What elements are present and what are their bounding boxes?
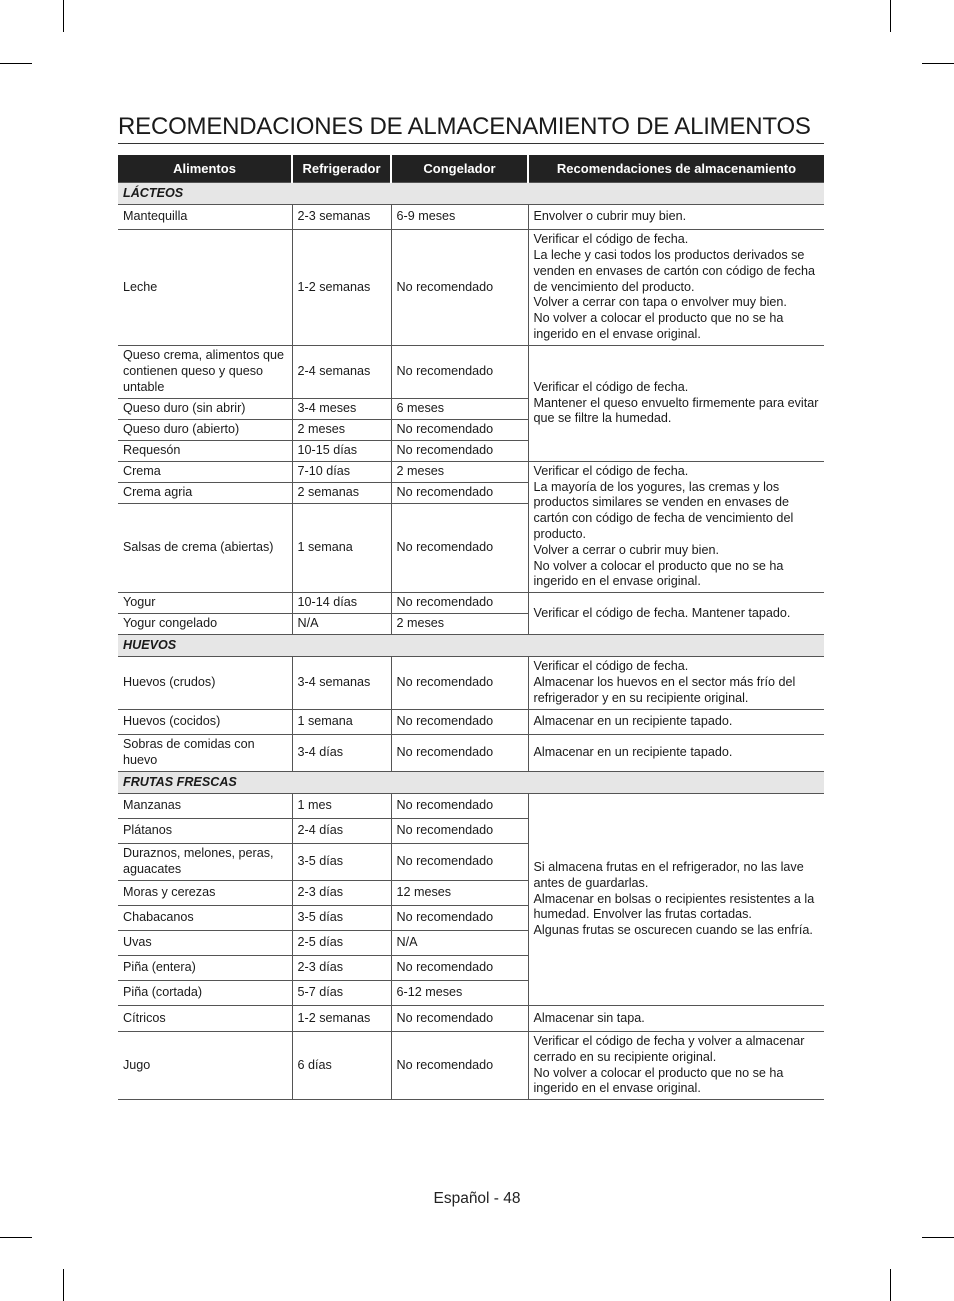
crop-mark — [890, 1269, 891, 1301]
cell-freezer: 6-12 meses — [391, 981, 528, 1006]
table-row — [118, 230, 824, 346]
cell-freezer: No recomendado — [391, 346, 528, 399]
cell-fridge: 3-5 días — [292, 906, 391, 931]
section-frutas: FRUTAS FRESCAS — [118, 772, 824, 794]
cell-freezer: No recomendado — [391, 504, 528, 593]
cell-fridge: 2 semanas — [292, 483, 391, 504]
cell-freezer: 6-9 meses — [391, 205, 528, 230]
cell-tip: Almacenar sin tapa. — [528, 1006, 824, 1032]
cell-food: Yogur congelado — [118, 614, 292, 635]
cell-food: Queso duro (sin abrir) — [118, 399, 292, 420]
cell-fridge: 2-5 días — [292, 931, 391, 956]
crop-mark — [63, 0, 64, 32]
crop-mark — [63, 1269, 64, 1301]
section-row — [118, 772, 824, 794]
cell-fridge: 10-15 días — [292, 441, 391, 462]
crop-mark — [922, 1237, 954, 1238]
cell-food: Crema — [118, 462, 292, 483]
cell-fridge: N/A — [292, 614, 391, 635]
cell-fridge: 2-3 semanas — [292, 205, 391, 230]
cell-fridge: 3-4 días — [292, 735, 391, 772]
cell-food: Jugo — [118, 1032, 292, 1100]
cell-tip: Si almacena frutas en el refrigerador, no las lave antes de guardarlas. Almacenar en bolsas o recipientes resistentes a la humedad. Envolver las frutas cortadas. Algunas frutas se oscurecen cuando se las enfría. — [528, 794, 824, 1006]
cell-fridge: 7-10 días — [292, 462, 391, 483]
cell-fridge: 1 semana — [292, 710, 391, 735]
cell-freezer: No recomendado — [391, 420, 528, 441]
cell-freezer: 2 meses — [391, 614, 528, 635]
cell-freezer: 12 meses — [391, 881, 528, 906]
cell-fridge: 3-5 días — [292, 844, 391, 881]
table-row — [118, 794, 824, 819]
crop-mark — [922, 63, 954, 64]
cell-food: Cítricos — [118, 1006, 292, 1032]
cell-freezer: No recomendado — [391, 1032, 528, 1100]
cell-fridge: 2 meses — [292, 420, 391, 441]
cell-food: Duraznos, melones, peras, aguacates — [118, 844, 292, 881]
cell-food: Uvas — [118, 931, 292, 956]
cell-tip: Verificar el código de fecha y volver a almacenar cerrado en su recipiente original. No volver a colocar el producto que no se ha ingerido en el envase original. — [528, 1032, 824, 1100]
cell-freezer: No recomendado — [391, 230, 528, 346]
table-row — [118, 1006, 824, 1032]
cell-fridge: 1-2 semanas — [292, 1006, 391, 1032]
cell-fridge: 2-3 días — [292, 881, 391, 906]
cell-fridge: 2-4 semanas — [292, 346, 391, 399]
crop-mark — [0, 63, 32, 64]
header-congelador: Congelador — [391, 155, 528, 183]
table-row — [118, 710, 824, 735]
cell-food: Moras y cerezas — [118, 881, 292, 906]
cell-food: Huevos (crudos) — [118, 657, 292, 710]
cell-freezer: No recomendado — [391, 657, 528, 710]
table-row — [118, 346, 824, 399]
cell-fridge: 10-14 días — [292, 593, 391, 614]
cell-food: Manzanas — [118, 794, 292, 819]
page-title: RECOMENDACIONES DE ALMACENAMIENTO DE ALIMENTOS — [118, 112, 824, 144]
cell-food: Queso crema, alimentos que contienen queso y queso untable — [118, 346, 292, 399]
cell-freezer: No recomendado — [391, 844, 528, 881]
cell-fridge: 1-2 semanas — [292, 230, 391, 346]
cell-food: Yogur — [118, 593, 292, 614]
section-huevos: HUEVOS — [118, 635, 824, 657]
cell-freezer: No recomendado — [391, 441, 528, 462]
cell-freezer: 2 meses — [391, 462, 528, 483]
cell-food: Sobras de comidas con huevo — [118, 735, 292, 772]
crop-mark — [0, 1237, 32, 1238]
cell-freezer: No recomendado — [391, 1006, 528, 1032]
cell-tip: Verificar el código de fecha. La leche y casi todos los productos derivados se venden en envases de cartón con código de fecha de vencimiento del producto. Volver a cerrar con tapa o envolver muy bien. No volver a colocar el producto que no se ha ingerido en el envase original. — [528, 230, 824, 346]
cell-freezer: 6 meses — [391, 399, 528, 420]
cell-freezer: N/A — [391, 931, 528, 956]
cell-food: Queso duro (abierto) — [118, 420, 292, 441]
table-row — [118, 657, 824, 710]
cell-food: Mantequilla — [118, 205, 292, 230]
cell-tip: Envolver o cubrir muy bien. — [528, 205, 824, 230]
cell-food: Piña (entera) — [118, 956, 292, 981]
cell-food: Requesón — [118, 441, 292, 462]
cell-food: Chabacanos — [118, 906, 292, 931]
table-row — [118, 462, 824, 483]
cell-freezer: No recomendado — [391, 593, 528, 614]
cell-food: Huevos (cocidos) — [118, 710, 292, 735]
table-row — [118, 1032, 824, 1100]
cell-food: Crema agria — [118, 483, 292, 504]
cell-fridge: 2-3 días — [292, 956, 391, 981]
cell-fridge: 5-7 días — [292, 981, 391, 1006]
page-footer: Español - 48 — [433, 1190, 521, 1207]
header-alimentos: Alimentos — [118, 155, 292, 183]
crop-mark — [890, 0, 891, 32]
cell-freezer: No recomendado — [391, 710, 528, 735]
cell-tip: Verificar el código de fecha. La mayoría de los yogures, las cremas y los productos similares se venden en envases de cartón con código de fecha de vencimiento del producto. Volver a cerrar o cubrir muy bien. No volver a colocar el producto que no se ha ingerido en el envase original. — [528, 462, 824, 593]
cell-fridge: 1 semana — [292, 504, 391, 593]
cell-fridge: 3-4 semanas — [292, 657, 391, 710]
section-row — [118, 635, 824, 657]
cell-tip: Almacenar en un recipiente tapado. — [528, 710, 824, 735]
cell-fridge: 6 días — [292, 1032, 391, 1100]
cell-fridge: 3-4 meses — [292, 399, 391, 420]
header-refrigerador: Refrigerador — [292, 155, 391, 183]
cell-freezer: No recomendado — [391, 819, 528, 844]
section-lacteos: LÁCTEOS — [118, 183, 824, 205]
table-row — [118, 205, 824, 230]
cell-freezer: No recomendado — [391, 483, 528, 504]
cell-fridge: 1 mes — [292, 794, 391, 819]
cell-food: Leche — [118, 230, 292, 346]
cell-food: Salsas de crema (abiertas) — [118, 504, 292, 593]
table-row — [118, 735, 824, 772]
table-row — [118, 593, 824, 614]
cell-tip: Verificar el código de fecha. Mantener el queso envuelto firmemente para evitar que se filtre la humedad. — [528, 346, 824, 462]
cell-freezer: No recomendado — [391, 956, 528, 981]
cell-tip: Verificar el código de fecha. Almacenar los huevos en el sector más frío del refrigerador y en su recipiente original. — [528, 657, 824, 710]
cell-tip: Verificar el código de fecha. Mantener tapado. — [528, 593, 824, 635]
cell-freezer: No recomendado — [391, 794, 528, 819]
cell-fridge: 2-4 días — [292, 819, 391, 844]
cell-freezer: No recomendado — [391, 906, 528, 931]
cell-freezer: No recomendado — [391, 735, 528, 772]
table-header-row — [118, 155, 824, 183]
storage-table — [118, 155, 824, 1100]
cell-tip: Almacenar en un recipiente tapado. — [528, 735, 824, 772]
cell-food: Plátanos — [118, 819, 292, 844]
section-row — [118, 183, 824, 205]
header-recomendaciones: Recomendaciones de almacenamiento — [528, 155, 824, 183]
cell-food: Piña (cortada) — [118, 981, 292, 1006]
